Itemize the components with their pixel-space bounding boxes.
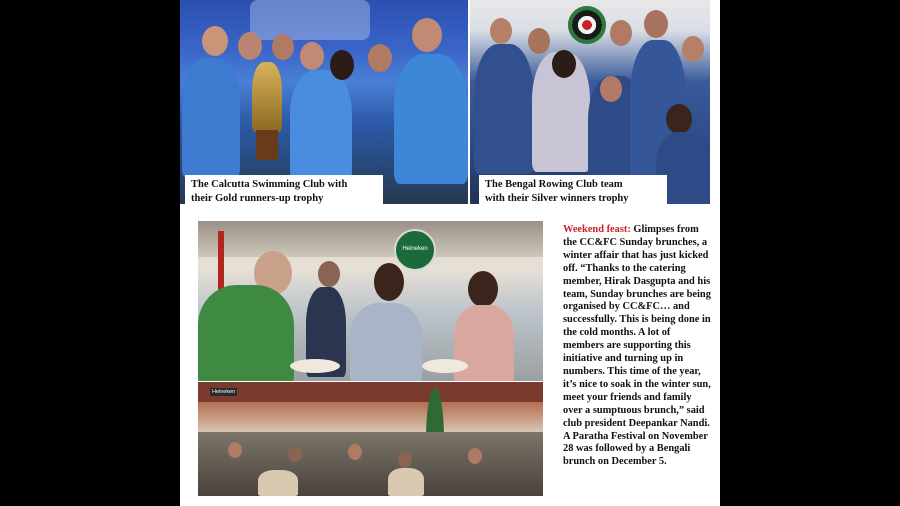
person-head	[228, 442, 242, 458]
rowing-caption	[479, 175, 667, 204]
person-head	[300, 42, 324, 70]
rowing-club-photo	[470, 0, 710, 204]
gold-trophy	[252, 62, 282, 132]
caption-line: their Gold runners-up trophy	[191, 193, 324, 204]
person-head	[600, 76, 622, 102]
person-head	[318, 261, 340, 287]
banner-graphic	[250, 0, 370, 40]
person-head	[468, 448, 482, 464]
dining-area-photo	[198, 382, 543, 496]
person-head	[490, 18, 512, 44]
story-body: Glimpses from the CC&FC Sunday brunches, a winter affair that has just kicked off. “Thanks to the catering member, Hirak Dasgupta and his team, Sunday brunches are being organised by CC&FC… and successfully. This is being done in the cold months. A lot of members are supporting this initiative and turning up in numbers. This time of the year, it’s nice to soak in the winter sun, meet your friends and family over a sumptuous brunch,” said club president Deepankar Nandi. A Paratha Festival on November 28 was followed by a Bengali brunch on December 5.	[563, 224, 711, 468]
plate	[290, 359, 340, 373]
story-text	[563, 224, 713, 469]
swimming-club-photo	[180, 0, 468, 204]
person-head	[644, 10, 668, 38]
person-head	[412, 18, 442, 52]
caption-line: The Bengal Rowing Club team	[485, 179, 623, 190]
trophy-base	[256, 130, 278, 160]
person-head	[552, 50, 576, 78]
heineken-sign	[394, 229, 436, 271]
person-head	[528, 28, 550, 54]
person-body	[182, 58, 240, 178]
person-head	[374, 263, 404, 301]
person-head	[368, 44, 392, 72]
person-head	[682, 36, 704, 62]
person-head	[288, 446, 302, 462]
brunch-buffet-photo	[198, 221, 543, 381]
awning-sign: Heineken	[212, 389, 236, 395]
dartboard-icon	[568, 6, 606, 44]
person-head	[666, 104, 692, 134]
caption-line: The Calcutta Swimming Club with	[191, 179, 348, 190]
swimming-caption	[185, 175, 383, 204]
person-head	[238, 32, 262, 60]
story-kicker: Weekend feast:	[563, 224, 631, 235]
plate	[422, 359, 468, 373]
heineken-sign-text: Heineken	[402, 246, 428, 252]
person-head	[330, 50, 354, 80]
chair	[258, 470, 298, 496]
person-body	[290, 70, 352, 180]
diners-area	[198, 432, 543, 496]
person-body	[394, 54, 468, 184]
awning	[198, 221, 543, 257]
chair	[388, 468, 424, 496]
awning	[198, 382, 543, 402]
person-head	[202, 26, 228, 56]
person-body	[350, 303, 422, 381]
caption-line: with their Silver winners trophy	[485, 193, 629, 204]
person-body	[474, 44, 534, 174]
person-head	[468, 271, 498, 307]
person-head	[348, 444, 362, 460]
person-head	[272, 34, 294, 60]
person-head	[398, 452, 412, 468]
person-head	[610, 20, 632, 46]
newspaper-page	[180, 0, 720, 506]
person-body	[198, 285, 294, 381]
